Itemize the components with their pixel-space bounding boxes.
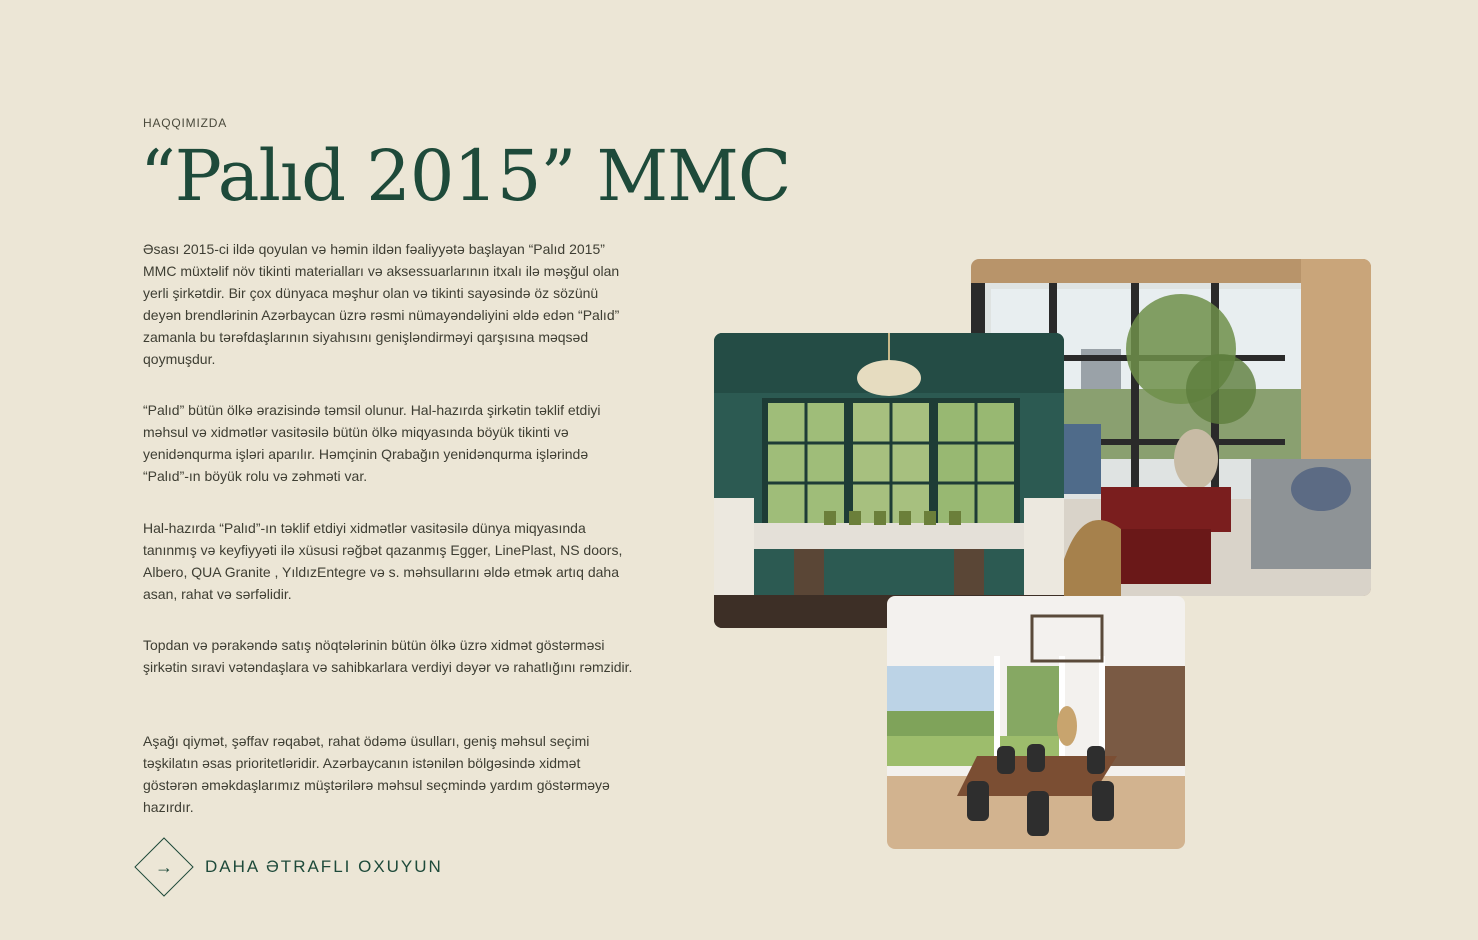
read-more-label: DAHA ƏTRAFLI OXUYUN bbox=[205, 857, 443, 876]
eyebrow-label: HAQQIMIZDA bbox=[143, 116, 228, 130]
paragraph-sales: Topdan və pərakəndə satış nöqtələrinin bütün ölkə üzrə xidmət göstərməsi şirkətin sıravi vətəndaşlara və sahibkarlara verdiyi dəyər və rahatlığını rəmzidir. bbox=[143, 637, 633, 675]
read-more-button[interactable] bbox=[135, 838, 443, 896]
page-title: “Palıd 2015” MMC bbox=[140, 135, 791, 217]
paragraph-brands: Hal-hazırda “Palıd”-ın təklif etdiyi xidmətlər vasitəsilə dünya miqyasında tanınmış və keyfiyyəti ilə xüsusi rəğbət qazanmış Egger, LinePlast, NS doors, Albero, QUA Granite , YıldızEntegre və s. məhsullarını əldə etmək artıq daha asan, rahat və sərfəlidir. bbox=[143, 520, 623, 602]
paragraph-presence: “Palıd” bütün ölkə ərazisində təmsil olunur. Hal-hazırda şirkətin təklif etdiyi məhsul və xidmətlər vasitəsilə bütün ölkə miqyasında böyük tikinti və yenidənqurma işləri aparılır. Həmçinin Qrabağın yenidənqurma işlərində “Palıd”-ın böyük rolu və zəhməti var. bbox=[143, 402, 601, 484]
diamond-frame bbox=[135, 838, 193, 896]
photo-bright-dining bbox=[887, 596, 1185, 849]
photo-green-dining bbox=[714, 333, 1064, 628]
paragraph-priorities: Aşağı qiymət, şəffav rəqabət, rahat ödəmə üsulları, geniş məhsul seçimi təşkilatın əsas prioritetləridir. Azərbaycanın istənilən bölgəsində xidmət göstərən əməkdaşlarımız müştərilərə məhsul seçmində yardım göstərməyə hazırdır. bbox=[143, 733, 610, 815]
paragraph-intro: Əsası 2015-ci ildə qoyulan və həmin ildən fəaliyyətə başlayan “Palıd 2015” MMC müxtəlif növ tikinti materialları və aksessuarlarının itxalı ilə məşğul olan yerli şirkətdir. Bir çox dünyaca məşhur olan və tikinti sayəsində öz sözünü deyən brendlərinin Azərbaycan üzrə rəsmi nümayəndəliyini əldə edən “Palıd” zamanla bu tərəfdaşlarının siyahısını genişləndirməyi qarşısına məqsəd qoymuşdur. bbox=[143, 241, 620, 367]
arrow-right-icon: → bbox=[155, 856, 173, 877]
